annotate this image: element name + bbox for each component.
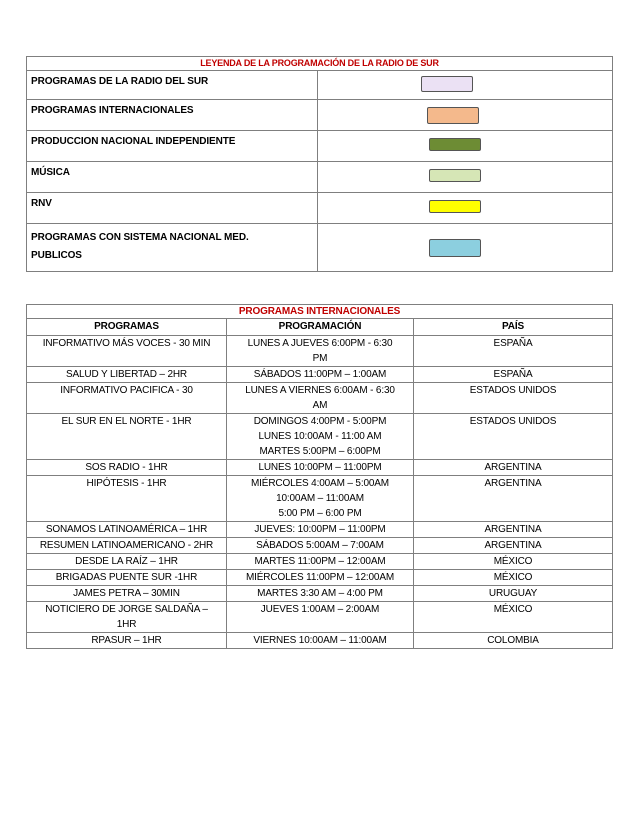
country-cell: ARGENTINA bbox=[414, 460, 613, 476]
program-cell bbox=[27, 460, 227, 476]
program-line: INFORMATIVO MÁS VOCES - 30 MIN bbox=[42, 338, 211, 349]
column-header-schedule: PROGRAMACIÓN bbox=[227, 319, 414, 336]
legend-row bbox=[27, 224, 613, 272]
schedule-cell bbox=[227, 554, 414, 570]
legend-label-produccion-nacional: PRODUCCION NACIONAL INDEPENDIENTE bbox=[27, 131, 318, 162]
program-cell bbox=[27, 522, 227, 538]
schedule-cell bbox=[227, 570, 414, 586]
schedule-line: SÁBADOS 11:00PM – 1:00AM bbox=[253, 369, 387, 380]
international-programs-table bbox=[26, 304, 613, 649]
schedule-cell bbox=[227, 538, 414, 554]
color-swatch-radio-del-sur bbox=[421, 76, 473, 92]
program-line: BRIGADAS PUENTE SUR -1HR bbox=[55, 572, 198, 583]
schedule-line: 10:00AM – 11:00AM bbox=[276, 493, 364, 504]
legend-label-musica: MÚSICA bbox=[27, 162, 318, 193]
table-row bbox=[27, 476, 613, 522]
column-header-programs: PROGRAMAS bbox=[27, 319, 227, 336]
country-cell: MÉXICO bbox=[414, 554, 613, 570]
country-cell: COLOMBIA bbox=[414, 633, 613, 649]
color-swatch-produccion-nacional bbox=[429, 138, 481, 151]
schedule-line: 5:00 PM – 6:00 PM bbox=[278, 508, 362, 519]
program-cell bbox=[27, 586, 227, 602]
schedule-line: LUNES A VIERNES 6:00AM - 6:30 bbox=[245, 385, 395, 396]
table-row bbox=[27, 586, 613, 602]
schedule-cell bbox=[227, 383, 414, 414]
program-line: SALUD Y LIBERTAD – 2HR bbox=[65, 369, 187, 380]
color-swatch-musica bbox=[429, 169, 481, 182]
schedule-cell bbox=[227, 336, 414, 367]
program-line: SONAMOS LATINOAMÉRICA – 1HR bbox=[45, 524, 208, 535]
program-line: RESUMEN LATINOAMERICANO - 2HR bbox=[39, 540, 214, 551]
international-table-body bbox=[27, 336, 613, 649]
header-row bbox=[27, 319, 613, 336]
country-cell: URUGUAY bbox=[414, 586, 613, 602]
schedule-line: MARTES 11:00PM – 12:00AM bbox=[254, 556, 386, 567]
color-swatch-internacionales bbox=[427, 107, 479, 124]
program-line: JAMES PETRA – 30MIN bbox=[73, 588, 180, 599]
table-row bbox=[27, 538, 613, 554]
program-cell bbox=[27, 383, 227, 414]
table-row bbox=[27, 367, 613, 383]
legend-label-rnv: RNV bbox=[27, 193, 318, 224]
schedule-cell bbox=[227, 633, 414, 649]
program-cell bbox=[27, 570, 227, 586]
program-line: HIPÓTESIS - 1HR bbox=[86, 478, 167, 489]
program-line: INFORMATIVO PACIFICA - 30 bbox=[60, 385, 193, 396]
program-cell bbox=[27, 538, 227, 554]
table-row bbox=[27, 336, 613, 367]
program-cell bbox=[27, 336, 227, 367]
schedule-cell bbox=[227, 586, 414, 602]
legend-row bbox=[27, 162, 613, 193]
schedule-cell bbox=[227, 476, 414, 522]
color-swatch-medios-publicos bbox=[429, 239, 481, 257]
legend-label-line: PUBLICOS bbox=[31, 250, 82, 261]
schedule-line: JUEVES 1:00AM – 2:00AM bbox=[260, 604, 380, 615]
schedule-cell bbox=[227, 414, 414, 460]
legend-row bbox=[27, 100, 613, 131]
country-cell: ESTADOS UNIDOS bbox=[414, 383, 613, 414]
schedule-cell bbox=[227, 460, 414, 476]
legend-label-radio-del-sur: PROGRAMAS DE LA RADIO DEL SUR bbox=[27, 71, 318, 100]
legend-table bbox=[26, 56, 613, 272]
schedule-line: MARTES 5:00PM – 6:00PM bbox=[259, 446, 381, 457]
schedule-line: DOMINGOS 4:00PM - 5:00PM bbox=[253, 416, 387, 427]
country-cell: ARGENTINA bbox=[414, 538, 613, 554]
table-row bbox=[27, 414, 613, 460]
color-swatch-rnv bbox=[429, 200, 481, 213]
legend-label-internacionales: PROGRAMAS INTERNACIONALES bbox=[27, 100, 318, 131]
program-cell bbox=[27, 414, 227, 460]
schedule-line: MIÉRCOLES 4:00AM – 5:00AM bbox=[251, 478, 389, 489]
international-title: PROGRAMAS INTERNACIONALES bbox=[27, 305, 613, 319]
program-line: DESDE LA RAÍZ – 1HR bbox=[75, 556, 178, 567]
column-header-country: PAÍS bbox=[414, 319, 613, 336]
schedule-line: MIÉRCOLES 11:00PM – 12:00AM bbox=[245, 572, 395, 583]
schedule-line: VIERNES 10:00AM – 11:00AM bbox=[253, 635, 387, 646]
program-line: NOTICIERO DE JORGE SALDAÑA – bbox=[45, 604, 208, 615]
table-row bbox=[27, 570, 613, 586]
program-cell bbox=[27, 602, 227, 633]
schedule-line: AM bbox=[312, 400, 328, 411]
schedule-line: LUNES A JUEVES 6:00PM - 6:30 bbox=[247, 338, 393, 349]
country-cell: ARGENTINA bbox=[414, 522, 613, 538]
program-cell bbox=[27, 554, 227, 570]
program-cell bbox=[27, 476, 227, 522]
country-cell: MÉXICO bbox=[414, 602, 613, 633]
schedule-line: PM bbox=[312, 353, 328, 364]
schedule-line: JUEVES: 10:00PM – 11:00PM bbox=[254, 524, 386, 535]
table-row bbox=[27, 602, 613, 633]
legend-row bbox=[27, 71, 613, 100]
schedule-cell bbox=[227, 522, 414, 538]
program-line: EL SUR EN EL NORTE - 1HR bbox=[61, 416, 192, 427]
schedule-line: LUNES 10:00AM - 11:00 AM bbox=[258, 431, 382, 442]
program-line: RPASUR – 1HR bbox=[91, 635, 162, 646]
table-row bbox=[27, 460, 613, 476]
program-line: 1HR bbox=[116, 619, 137, 630]
table-row bbox=[27, 633, 613, 649]
schedule-line: MARTES 3:30 AM – 4:00 PM bbox=[257, 588, 383, 599]
schedule-cell bbox=[227, 367, 414, 383]
schedule-cell bbox=[227, 602, 414, 633]
country-cell: ARGENTINA bbox=[414, 476, 613, 522]
table-row bbox=[27, 554, 613, 570]
table-row bbox=[27, 522, 613, 538]
program-cell bbox=[27, 633, 227, 649]
legend-label-medios-publicos bbox=[27, 224, 318, 272]
legend-title: LEYENDA DE LA PROGRAMACIÓN DE LA RADIO DE SUR bbox=[27, 57, 613, 71]
program-cell bbox=[27, 367, 227, 383]
legend-label-line: PROGRAMAS CON SISTEMA NACIONAL MED. bbox=[31, 232, 249, 243]
table-row bbox=[27, 383, 613, 414]
country-cell: ESPAÑA bbox=[414, 367, 613, 383]
country-cell: ESPAÑA bbox=[414, 336, 613, 367]
legend-row bbox=[27, 193, 613, 224]
country-cell: MÉXICO bbox=[414, 570, 613, 586]
legend-row bbox=[27, 131, 613, 162]
country-cell: ESTADOS UNIDOS bbox=[414, 414, 613, 460]
schedule-line: SÁBADOS 5:00AM – 7:00AM bbox=[256, 540, 384, 551]
schedule-line: LUNES 10:00PM – 11:00PM bbox=[258, 462, 382, 473]
program-line: SOS RADIO - 1HR bbox=[85, 462, 168, 473]
